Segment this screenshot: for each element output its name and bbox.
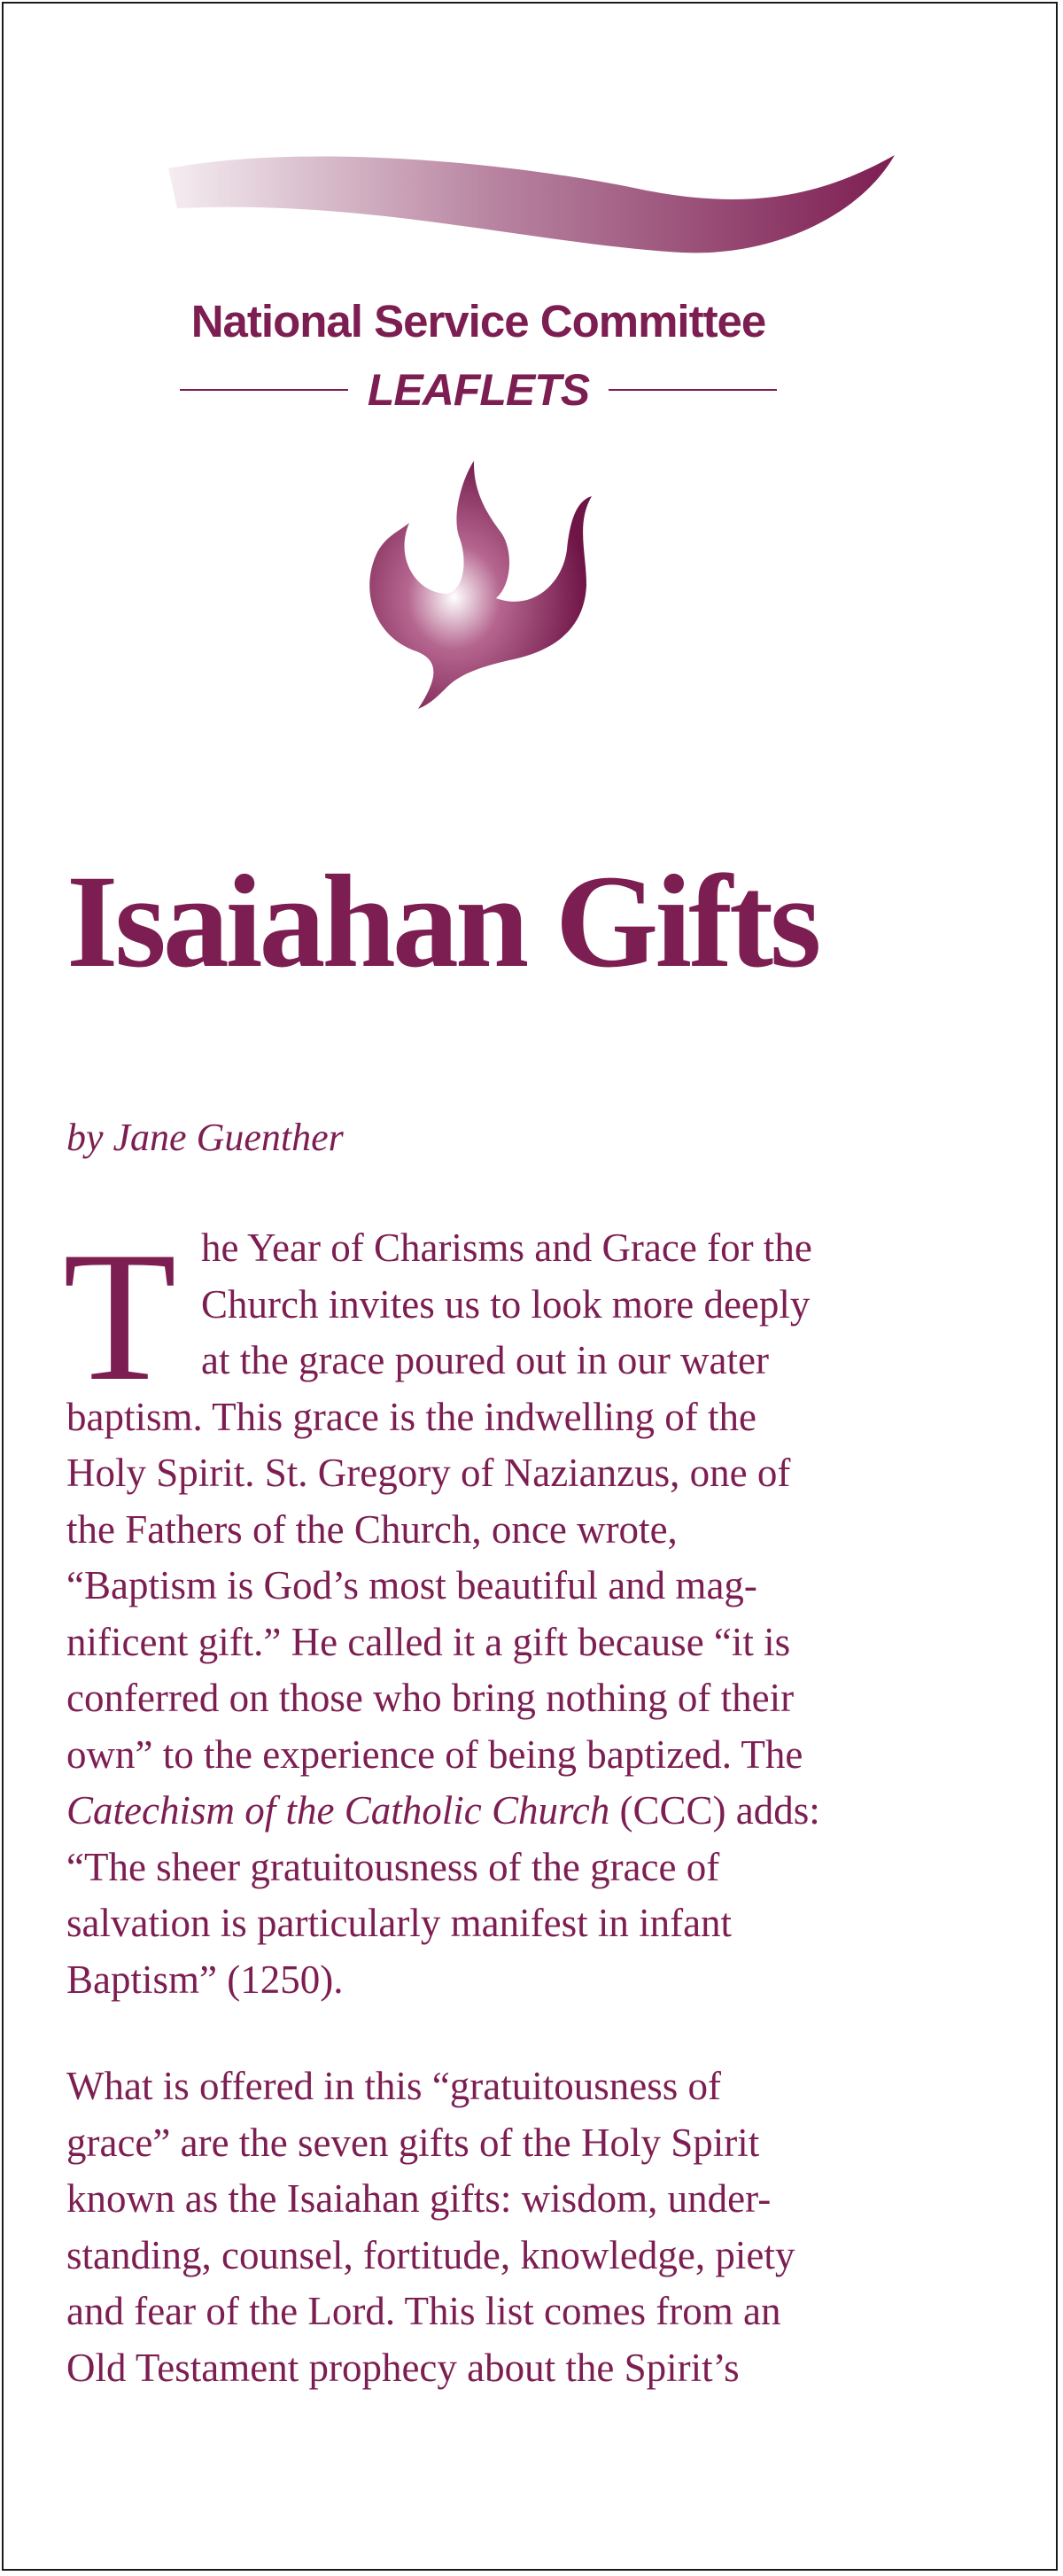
citation-tail: (CCC) adds: xyxy=(609,1788,820,1833)
paragraph-line: the Fathers of the Church, once wrote, xyxy=(66,1506,678,1552)
paragraph-line: Holy Spirit. St. Gregory of Nazianzus, one of xyxy=(66,1451,791,1495)
masthead-subtitle: LEAFLETS xyxy=(367,365,590,415)
paragraph-line: own” to the experience of being baptized. The xyxy=(66,1732,803,1777)
article-paragraph-2 xyxy=(66,2058,988,2396)
paragraph-line: known as the Isaiahan gifts: wisdom, under- xyxy=(66,2176,772,2221)
subtitle-right-rule xyxy=(609,389,777,391)
article-title: Isaiahan Gifts xyxy=(66,848,819,995)
paragraph-line: conferred on those who bring nothing of their xyxy=(66,1676,795,1720)
paragraph-line: at the grace poured out in our water xyxy=(201,1338,769,1382)
article-paragraph-1 xyxy=(63,1214,988,2008)
subtitle-left-rule xyxy=(180,389,348,391)
masthead-title: National Service Committee xyxy=(190,296,766,346)
masthead-subtitle-row xyxy=(0,359,957,421)
paragraph-line: grace” are the seven gifts of the Holy Spirit xyxy=(66,2120,760,2165)
paragraph-line: Old Testament prophecy about the Spirit’s xyxy=(66,2345,740,2390)
paragraph-line: baptism. This grace is the indwelling of the xyxy=(66,1394,757,1439)
book-title: Catechism of the Catholic Church xyxy=(66,1788,610,1833)
article-byline: by Jane Guenther xyxy=(66,1116,344,1159)
paragraph-line: “Baptism is God’s most beautiful and mag- xyxy=(66,1563,757,1607)
paragraph-line: and fear of the Lord. This list comes from an xyxy=(66,2289,781,2333)
paragraph-line: Baptism” (1250). xyxy=(66,1957,344,2002)
swoosh-banner-icon xyxy=(151,142,904,275)
paragraph-line: Church invites us to look more deeply xyxy=(201,1281,811,1327)
paragraph-line: What is offered in this “gratuitousness of xyxy=(66,2064,722,2108)
holy-spirit-dove-icon xyxy=(354,461,594,718)
paragraph-line: he Year of Charisms and Grace for the xyxy=(201,1226,812,1270)
drop-cap: T xyxy=(63,1214,177,1420)
paragraph-line-citation xyxy=(66,1783,988,1840)
paragraph-line: salvation is particularly manifest in infant xyxy=(66,1901,733,1945)
paragraph-line: “The sheer gratuitousness of the grace of xyxy=(66,1844,720,1889)
paragraph-line: standing, counsel, fortitude, knowledge, piety xyxy=(66,2232,795,2277)
paragraph-line: nificent gift.” He called it a gift because “it is xyxy=(66,1619,791,1664)
